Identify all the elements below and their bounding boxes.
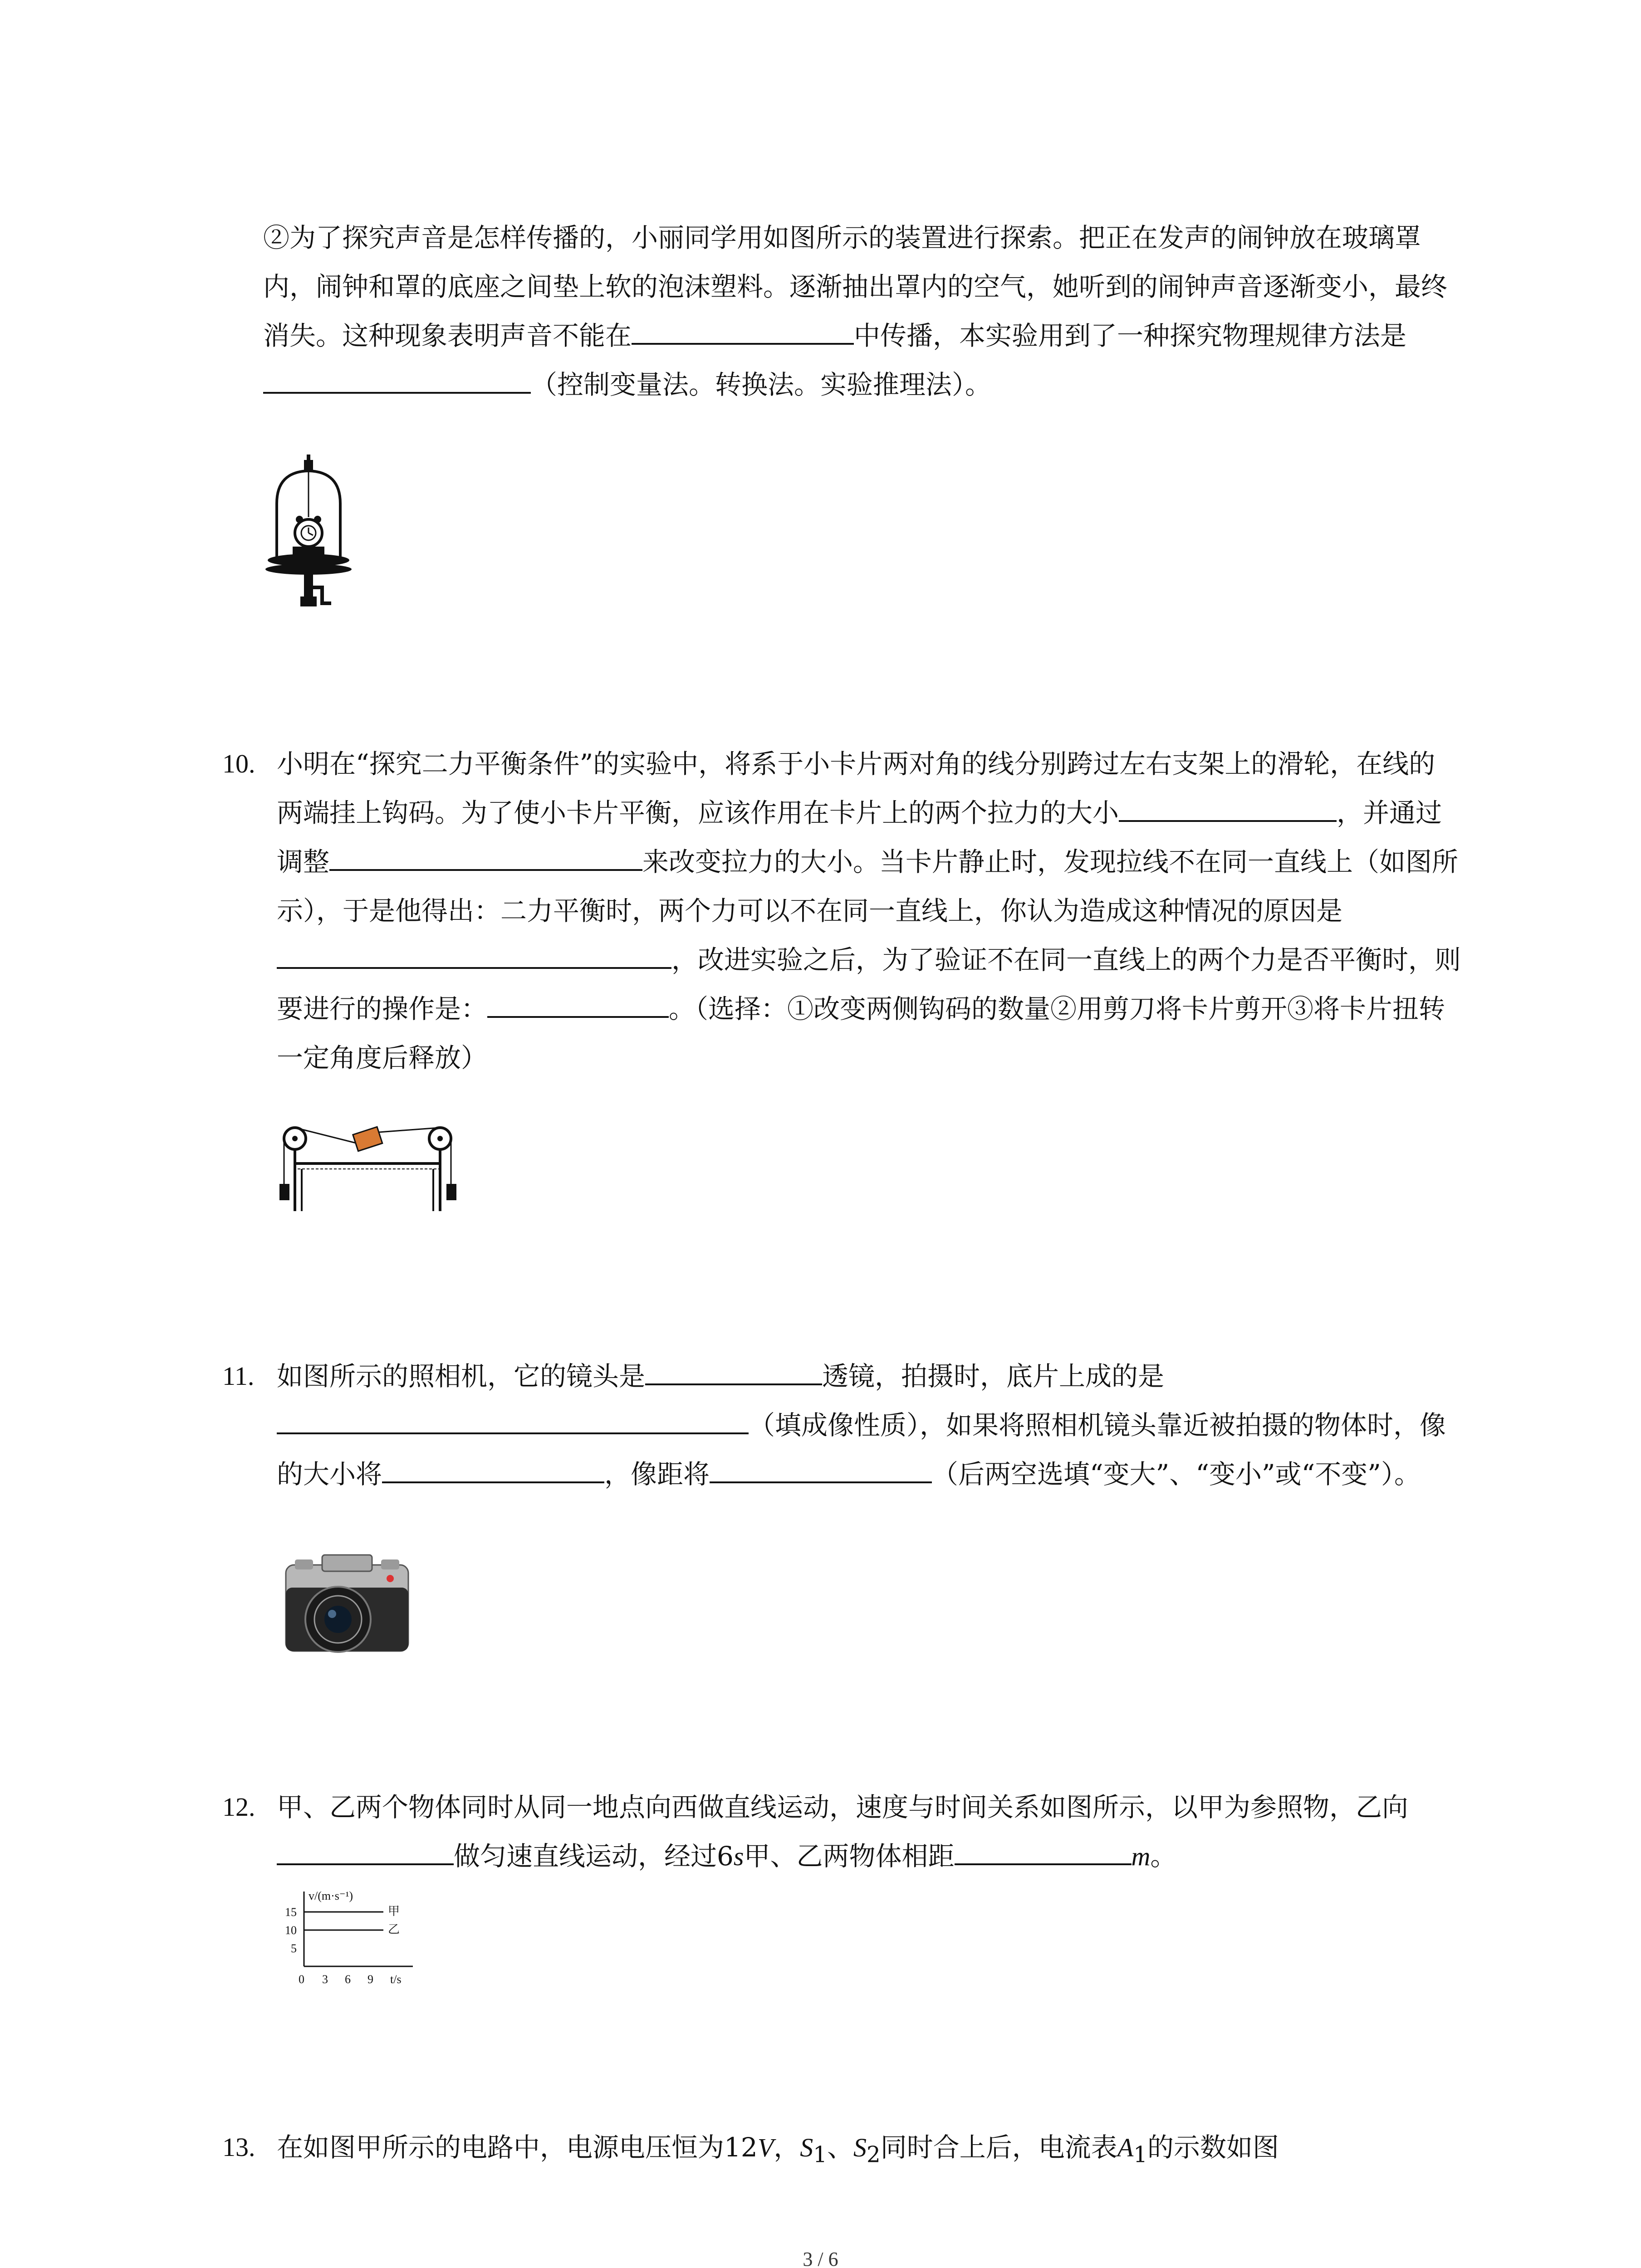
q13-text-b: 同时合上后，电流表 xyxy=(880,2132,1117,2163)
q12-text-d: 。 xyxy=(1150,1841,1177,1872)
q13-sep-2: 、 xyxy=(827,2132,854,2163)
q10-blank-2[interactable] xyxy=(329,837,642,871)
q13-number: 13. xyxy=(222,2132,255,2162)
q12-text-b: 做匀速直线运动，经过 xyxy=(454,1841,717,1872)
velocity-time-graph xyxy=(277,1887,426,1996)
q12-blank-2[interactable] xyxy=(955,1832,1132,1865)
q13-sep-1: ， xyxy=(774,2132,800,2163)
q11-text-d: ，像距将 xyxy=(604,1459,710,1490)
q9-text-a: ②为了探究声音是怎样传播的，小丽同学用如图所示的装置进行探索。把正在发声的闹钟放在玻璃罩内，闹钟和罩的底座之间垫上软的泡沫塑料。逐渐抽出罩内的空气，她听到的闹钟声音逐渐变小，最终消失。这种现象表明声音不能在 xyxy=(263,222,1448,351)
q9-blank-1[interactable] xyxy=(632,311,854,345)
q11-blank-1[interactable] xyxy=(645,1352,822,1385)
q13-switch-s2: S xyxy=(853,2133,867,2162)
q10-text-e: 。（选择：①改变两侧钩码的数量②用剪刀将卡片剪开③将卡片扭转一定角度后释放） xyxy=(277,993,1445,1073)
q11-number: 11. xyxy=(222,1361,255,1391)
xtick-0: 0 xyxy=(299,1973,304,1986)
q13-switch-s2-sub: 2 xyxy=(867,2142,881,2168)
bell-jar-figure xyxy=(263,454,354,621)
q13-voltage-unit: V xyxy=(757,2133,774,2162)
xtick-9: 9 xyxy=(367,1973,373,1986)
ytick-15: 15 xyxy=(285,1906,297,1919)
q10-blank-3[interactable] xyxy=(277,935,671,969)
q11-blank-3[interactable] xyxy=(382,1450,604,1483)
graph-xlabel: t/s xyxy=(390,1973,402,1986)
q9-text-b: 中传播，本实验用到了一种探究物理规律方法是 xyxy=(854,320,1407,351)
page-number: 3 / 6 xyxy=(803,2248,838,2268)
question-11 xyxy=(222,1352,1461,1499)
xtick-6: 6 xyxy=(345,1973,351,1986)
question-13 xyxy=(222,2123,1461,2180)
question-12 xyxy=(222,1783,1461,1881)
q12-number: 12. xyxy=(222,1792,255,1822)
q9-blank-2[interactable] xyxy=(263,360,531,394)
q11-text-e: （后两空选填“变大”、“变小”或“不变”）。 xyxy=(932,1459,1421,1490)
q12-text-a: 甲、乙两个物体同时从同一地点向西做直线运动，速度与时间关系如图所示，以甲为参照物，乙向 xyxy=(277,1792,1409,1823)
q10-number: 10. xyxy=(222,749,255,778)
q12-blank-1[interactable] xyxy=(277,1832,454,1865)
xtick-3: 3 xyxy=(322,1973,328,1986)
q13-ammeter-a1: A xyxy=(1117,2133,1134,2162)
q10-text-b: ，并通过调整 xyxy=(277,797,1442,877)
q13-switch-s1-sub: 1 xyxy=(813,2142,828,2168)
q10-text-d: ，改进实验之后，为了验证不在同一直线上的两个力是否平衡时，则要进行的操作是： xyxy=(277,944,1461,1024)
ytick-10: 10 xyxy=(285,1924,297,1937)
q11-blank-4[interactable] xyxy=(710,1450,932,1483)
q12-text-c: 甲、乙两物体相距 xyxy=(744,1841,955,1872)
q10-text-a: 小明在“探究二力平衡条件”的实验中，将系于小卡片两对角的线分别跨过左右支架上的滑轮，在线的两端挂上钩码。为了使小卡片平衡，应该作用在卡片上的两个拉力的大小 xyxy=(277,748,1435,828)
q13-switch-s1: S xyxy=(800,2133,813,2162)
q12-time-unit: s xyxy=(733,1842,744,1871)
q13-voltage-value: 12 xyxy=(724,2132,758,2163)
q13-ammeter-a1-sub: 1 xyxy=(1133,2142,1147,2168)
q9-text-c: （控制变量法。转换法。实验推理法）。 xyxy=(531,369,992,400)
series-jia-label: 甲 xyxy=(388,1905,400,1918)
q11-text-a: 如图所示的照相机，它的镜头是 xyxy=(277,1361,646,1392)
q13-text-c: 的示数如图 xyxy=(1147,2132,1279,2163)
question-10 xyxy=(222,739,1461,1082)
question-9-part-2 xyxy=(263,213,1461,409)
q10-text-c: 来改变拉力的大小。当卡片静止时，发现拉线不在同一直线上（如图所示），于是他得出：二力平衡时，两个力可以不在同一直线上，你认为造成这种情况的原因是 xyxy=(277,846,1459,926)
camera-figure xyxy=(281,1551,413,1660)
q12-distance-unit: m xyxy=(1131,1842,1151,1871)
q10-blank-1[interactable] xyxy=(1119,788,1337,822)
q13-text-a: 在如图甲所示的电路中，电源电压恒为 xyxy=(277,2132,725,2163)
q10-blank-4[interactable] xyxy=(487,984,669,1018)
q12-time-value: 6 xyxy=(717,1841,734,1872)
series-yi-label: 乙 xyxy=(388,1923,400,1936)
ytick-5: 5 xyxy=(291,1942,297,1955)
q11-blank-2[interactable] xyxy=(277,1401,749,1434)
q11-text-b: 透镜，拍摄时，底片上成的是 xyxy=(822,1361,1165,1392)
pulley-card-figure xyxy=(277,1120,458,1216)
q11-text-c: （填成像性质），如果将照相机镜头靠近被拍摄的物体时，像的大小将 xyxy=(277,1410,1446,1490)
graph-ylabel: v/(m·s⁻¹) xyxy=(309,1889,353,1902)
